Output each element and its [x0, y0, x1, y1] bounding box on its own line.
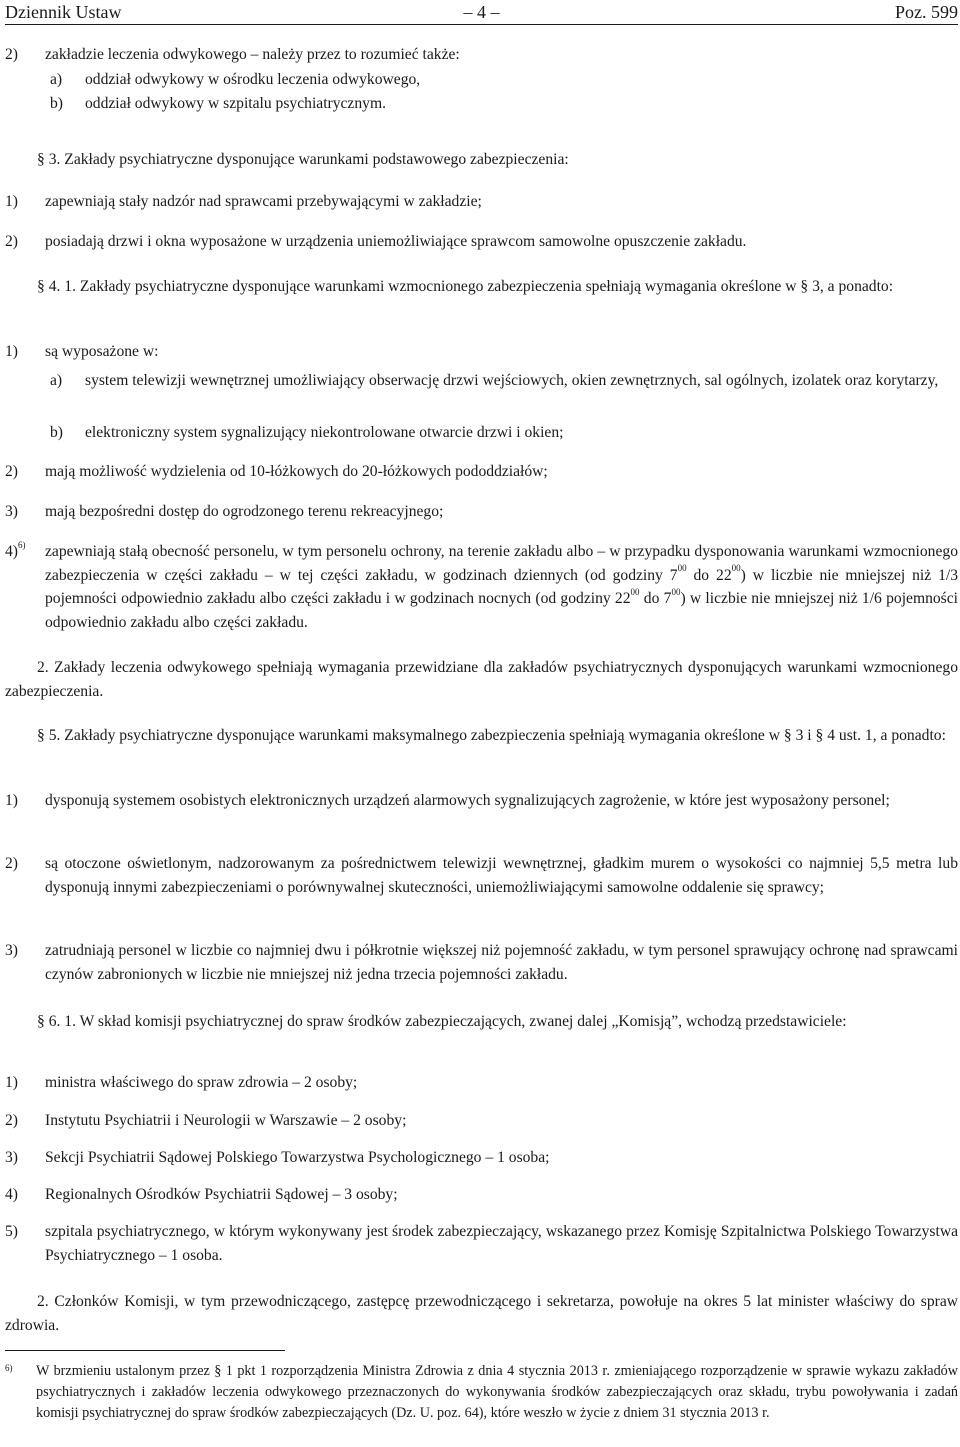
list-item: 2) mają możliwość wydzielenia od 10-łóżkowych do 20-łóżkowych pododdziałów;: [5, 463, 548, 480]
footnote-text: W brzmieniu ustalonym przez § 1 pkt 1 rozporządzenia Ministra Zdrowia z dnia 4 stycznia 2013 r. zmieniającego rozporządzenie w sprawie wykazu zakładów psychiatrycznych i zakładów leczenia odwykowego przeznaczonych do wykonywania środków zabezpieczających oraz składu, trybu powoływania i zadań komisji psychiatrycznej do spraw środków zabezpieczających (Dz. U. poz. 64), które weszło w życie z dniem 31 stycznia 2013 r.: [36, 1363, 958, 1421]
list-item: 1) ministra właściwego do spraw zdrowia – 2 osoby;: [5, 1074, 358, 1091]
section-paragraph: § 3. Zakłady psychiatryczne dysponujące warunkami podstawowego zabezpieczenia:: [37, 151, 569, 168]
list-item: 1) dysponują systemem osobistych elektronicznych urządzeń alarmowych sygnalizujących zagrożenie, w które jest wyposażony personel;: [5, 792, 890, 809]
sub-list-item: b) oddział odwykowy w szpitalu psychiatrycznym.: [50, 95, 386, 112]
footnote-mark: 6): [5, 1363, 13, 1373]
list-item: 2) są otoczone oświetlonym, nadzorowanym za pośrednictwem telewizji wewnętrznej, gładkim murem o wysokości co najmniej 5,5 metra lub dysponują innymi zabezpieczeniami o porównywalnej skuteczności, uniemożliwiającymi samowolne oddalenie się sprawcy;: [5, 855, 958, 896]
section-paragraph: § 5. Zakłady psychiatryczne dysponujące warunkami maksymalnego zabezpieczenia spełniają wymagania określone w § 3 i § 4 ust. 1, a ponadto:: [37, 727, 946, 744]
footnote-reference: 6): [18, 539, 26, 550]
list-item: 3) zatrudniają personel w liczbie co najmniej dwu i półkrotnie większej niż pojemność zakładu, w tym personel sprawujący ochronę nad sprawcami czynów zabronionych w liczbie nie mniejszej niż jedna trzecia pojemności zakładu.: [5, 942, 958, 983]
sub-list-item: a) system telewizji wewnętrznej umożliwiający obserwację drzwi wejściowych, okien zewnętrznych, sal ogólnych, izolatek oraz korytarzy,: [50, 372, 939, 389]
page-number: – 4 –: [463, 2, 500, 22]
list-item: 5) szpitala psychiatrycznego, w którym wykonywany jest środek zabezpieczający, wskazanego przez Komisję Szpitalnictwa Polskiego Towarzystwa Psychiatrycznego – 1 osoba.: [5, 1223, 958, 1264]
list-item: 1) zapewniają stały nadzór nad sprawcami przebywającymi w zakładzie;: [5, 193, 482, 210]
footnote-divider: [5, 1350, 285, 1351]
section-paragraph: § 4. 1. Zakłady psychiatryczne dysponujące warunkami wzmocnionego zabezpieczenia spełniają wymagania określone w § 3, a ponadto:: [37, 278, 894, 295]
sub-list-item: b) elektroniczny system sygnalizujący niekontrolowane otwarcie drzwi i okien;: [50, 424, 564, 441]
position-number: Poz. 599: [895, 2, 958, 22]
footnote: [5, 1361, 958, 1424]
list-item: 4)$^{6)}$ zapewniają stałą obecność personelu, w tym personelu ochrony, na terenie zakładu albo – w przypadku dysponowania warunkami wzmocnionego zabezpieczenia w części zakładu – w tej części zakładu, w godzinach dziennych (od godziny $7^{00}$ do $22^{00}$) w liczbie nie mniejszej niż 1/3 pojemności odpowiednio zakładu albo części zakładu i w godzinach nocnych (od godziny $22^{00}$ do $7^{00}$) w liczbie nie mniejszej niż 1/6 pojemności odpowiednio zakładu albo części zakładu.: [5, 539, 959, 631]
list-item: 4) Regionalnych Ośrodków Psychiatrii Sądowej – 3 osoby;: [5, 1186, 398, 1203]
page-header: [5, 0, 958, 25]
journal-title: Dziennik Ustaw: [5, 2, 122, 22]
list-item: 3) Sekcji Psychiatrii Sądowej Polskiego Towarzystwa Psychologicznego – 1 osoba;: [5, 1149, 550, 1166]
list-item: 2) posiadają drzwi i okna wyposażone w urządzenia uniemożliwiające sprawcom samowolne opuszczenie zakładu.: [5, 233, 747, 250]
list-item: 2) Instytutu Psychiatrii i Neurologii w Warszawie – 2 osoby;: [5, 1112, 407, 1129]
sub-list-item: a) oddział odwykowy w ośrodku leczenia odwykowego,: [50, 71, 421, 88]
section-paragraph: § 6. 1. W skład komisji psychiatrycznej do spraw środków zabezpieczających, zwanej dalej „Komisją”, wchodzą przedstawiciele:: [37, 1013, 847, 1030]
list-item: 3) mają bezpośredni dostęp do ogrodzonego terenu rekreacyjnego;: [5, 503, 444, 520]
section-paragraph: 2. Członków Komisji, w tym przewodniczącego, zastępcę przewodniczącego i sekretarza, powołuje na okres 5 lat minister właściwy do spraw zdrowia.: [5, 1293, 958, 1334]
list-item: 1) są wyposażone w:: [5, 343, 159, 360]
section-paragraph: 2. Zakłady leczenia odwykowego spełniają wymagania przewidziane dla zakładów psychiatrycznych dysponujących warunkami wzmocnionego zabezpieczenia.: [5, 659, 958, 700]
list-item: 2) zakładzie leczenia odwykowego – należy przez to rozumieć także:: [5, 46, 460, 63]
